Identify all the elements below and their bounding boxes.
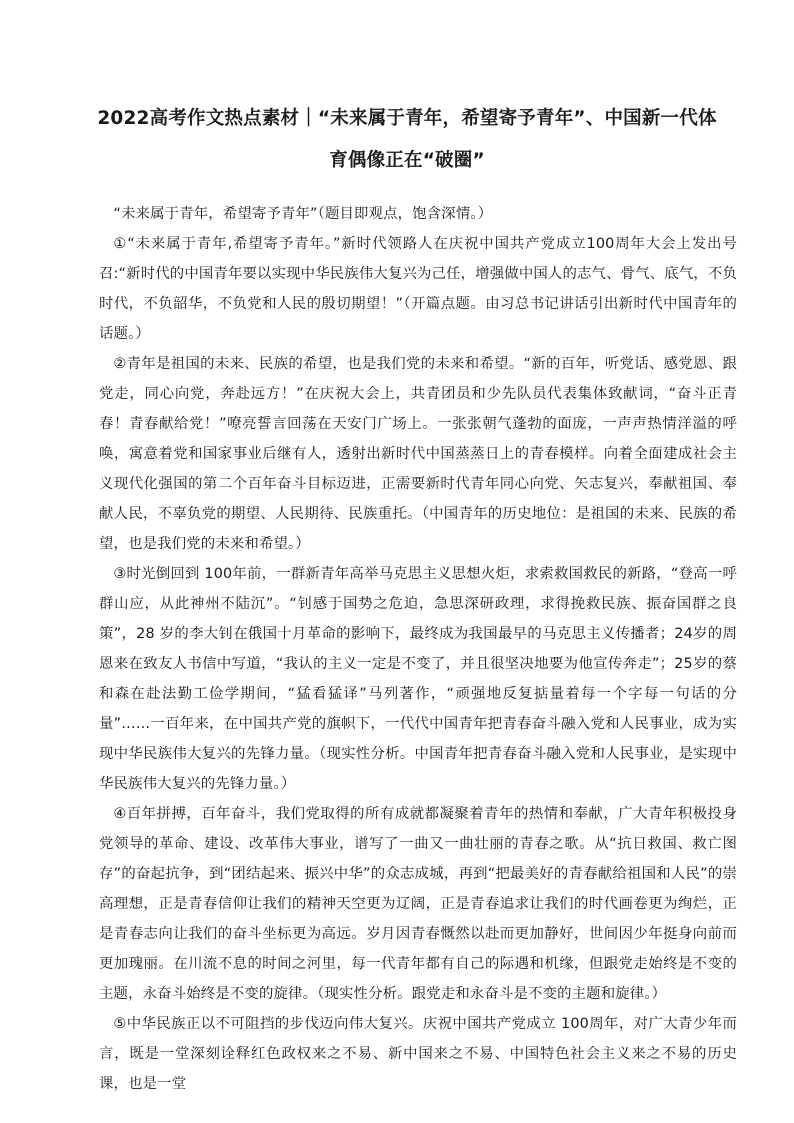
paragraph-4: ④百年拼搏，百年奋斗，我们党取得的所有成就都凝聚着青年的热情和奉献，广大青年积极投身党领导的革命、建设、改革伟大事业，谱写了一曲又一曲壮丽的青春之歌。从“抗日救国、救亡图存”的奋起抗争，到“团结起来、振兴中华”的众志成城，再到“把最美好的青春献给祖国和人民”的崇高理想，正是青春信仰让我们的精神天空更为辽阔，正是青春追求让我们的时代画卷更为绚烂，正是青春志向让我们的奋斗坐标更为高远。岁月因青春慨然以赴而更加静好，世间因少年挺身向前而更加瑰丽。在川流不息的时间之河里，每一代青年都有自己的际遇和机缘，但跟党走始终是不变的主题，永奋斗始终是不变的旋律。（现实性分析。跟党走和永奋斗是不变的主题和旋律。）	[99, 806, 737, 1002]
paragraph-2: ②青年是祖国的未来、民族的希望，也是我们党的未来和希望。“新的百年，听党话、感党恩、跟党走，同心向党，奔赴远方！”在庆祝大会上，共青团员和少先队员代表集体致献词，“奋斗正青春！青春献给党！”嘹亮誓言回荡在天安门广场上。一张张朝气蓬勃的面庞，一声声热情洋溢的呼唤，寓意着党和国家事业后继有人，透射出新时代中国蒸蒸日上的青春模样。向着全面建成社会主义现代化强国的第二个百年奋斗目标迈进，正需要新时代青年同心向党、矢志复兴，奉献祖国、奉献人民，不辜负党的期望、人民期待、民族重托。（中国青年的历史地位：是祖国的未来、民族的希望，也是我们党的未来和希望。）	[99, 356, 737, 552]
paragraph-3: ③时光倒回到 100年前，一群新青年高举马克思主义思想火炬，求索救国救民的新路，“登高一呼群山应，从此神州不陆沉”。“钊感于国势之危迫，急思深研政理，求得挽救民族、振奋国群之良策”，28 岁的李大钊在俄国十月革命的影响下，最终成为我国最早的马克思主义传播者；24岁的周恩来在致友人书信中写道，“我认的主义一定是不变了，并且很坚决地要为他宣传奔走”；25岁的蔡和森在赴法勤工俭学期间，“猛看猛译”马列著作，“顽强地反复掂量着每一个字每一句话的分量”……一百年来，在中国共产党的旗帜下，一代代中国青年把青春奋斗融入党和人民事业，成为实现中华民族伟大复兴的先锋力量。（现实性分析。中国青年把青春奋斗融入党和人民事业，是实现中华民族伟大复兴的先锋力量。）	[99, 566, 737, 792]
intro-paragraph: “未来属于青年，希望寄予青年”（题目即观点，饱含深情。）	[113, 206, 493, 222]
document-title: 2022高考作文热点素材｜“未来属于青年，希望寄予青年”、中国新一代体育偶像正在“破圈”	[97, 108, 717, 171]
paragraph-5: ⑤中华民族正以不可阻挡的步伐迈向伟大复兴。庆祝中国共产党成立 100周年，对广大青少年而言，既是一堂深刻诠释红色政权来之不易、新中国来之不易、中国特色社会主义来之不易的历史课，也是一堂	[99, 1016, 737, 1092]
article-body	[99, 199, 737, 1099]
paragraph-1: ①“未来属于青年,希望寄予青年。”新时代领路人在庆祝中国共产党成立100周年大会上发出号召:“新时代的中国青年要以实现中华民族伟大复兴为己任，增强做中国人的志气、骨气、底气，不负时代，不负韶华，不负党和人民的殷切期望！”（开篇点题。由习总书记讲话引出新时代中国青年的话题。）	[99, 236, 737, 342]
